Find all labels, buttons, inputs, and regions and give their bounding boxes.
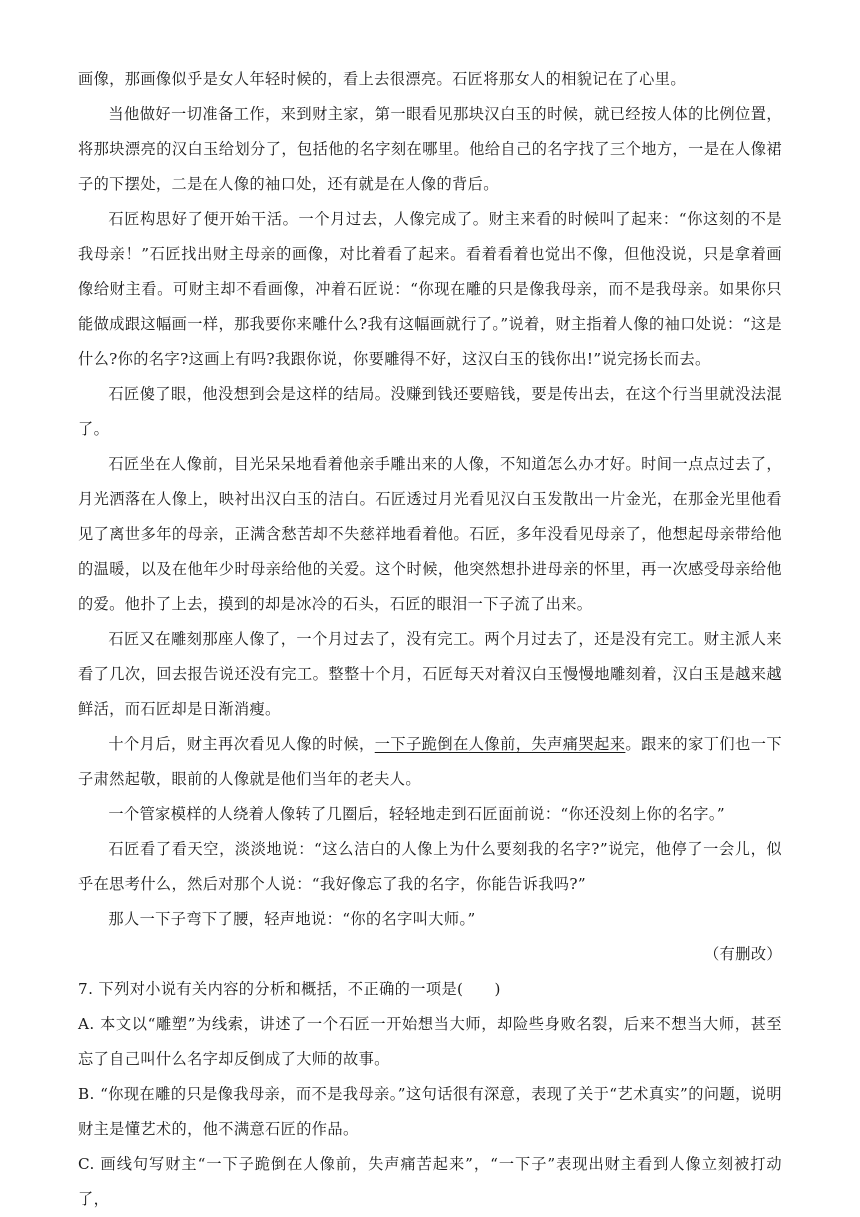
source-note: （有删改）: [704, 945, 782, 963]
option-a: A. 本文以“雕塑”为线索，讲述了一个石匠一开始想当大师，却险些身败名裂，后来不想当大师，甚至忘了自己叫什么名字却反倒成了大师的故事。: [78, 1015, 782, 1068]
option-b: B. “你现在雕的只是像我母亲，而不是我母亲。”这句话很有深意，表现了关于“艺术真实”的问题，说明财主是懂艺术的，他不满意石匠的作品。: [78, 1085, 782, 1138]
paragraph-2: 当他做好一切准备工作，来到财主家，第一眼看见那块汉白玉的时候，就已经按人体的比例位置，将那块漂亮的汉白玉给划分了，包括他的名字刻在哪里。他给自己的名字找了三个地方，一是在人像裙子的下摆处，二是在人像的袖口处，还有就是在人像的背后。: [78, 105, 782, 193]
paragraph-5: 石匠坐在人像前，目光呆呆地看着他亲手雕出来的人像，不知道怎么办才好。时间一点点过去了，月光洒落在人像上，映衬出汉白玉的洁白。石匠透过月光看见汉白玉发散出一片金光，在那金光里他看见了离世多年的母亲，正满含愁苦却不失慈祥地看着他。石匠，多年没看见母亲了，他想起母亲带给他的温暖，以及在他年少时母亲给他的关爱。这个时候，他突然想扑进母亲的怀里，再一次感受母亲给他的爱。他扑了上去，摸到的却是冰冷的石头，石匠的眼泪一下子流了出来。: [78, 455, 782, 613]
paragraph-3: 石匠构思好了便开始干活。一个月过去，人像完成了。财主来看的时候叫了起来：“你这刻的不是我母亲！”石匠找出财主母亲的画像，对比着看了起来。看着看着也觉出不像，但他没说，只是拿着画像给财主看。可财主却不看画像，冲着石匠说：“你现在雕的只是像我母亲，而不是我母亲。如果你只能做成跟这幅画一样，那我要你来雕什么?我有这幅画就行了。”说着，财主指着人像的袖口处说：“这是什么?你的名字?这画上有吗?我跟你说，你要雕得不好，这汉白玉的钱你出!”说完扬长而去。: [78, 210, 782, 368]
underlined-sentence: 一下子跪倒在人像前，失声痛哭起来: [374, 735, 626, 753]
para7-after: 。跟来的家丁们也一下子肃然起敬，眼前的人像就是他们当年的老夫人。: [78, 735, 782, 788]
paragraph-8: 一个管家模样的人绕着人像转了几圈后，轻轻地走到石匠面前说：“你还没刻上你的名字。”: [108, 805, 726, 823]
paragraph-10: 那人一下子弯下了腰，轻声地说：“你的名字叫大师。”: [108, 910, 476, 928]
paragraph-6: 石匠又在雕刻那座人像了，一个月过去了，没有完工。两个月过去了，还是没有完工。财主派人来看了几次，回去报告说还没有完工。整整十个月，石匠每天对着汉白玉慢慢地雕刻着，汉白玉是越来越鲜活，而石匠却是日渐消瘦。: [78, 630, 782, 718]
paragraph-7-underlined: [78, 727, 782, 797]
question-stem: 7. 下列对小说有关内容的分析和概括，不正确的一项是( ): [78, 980, 501, 998]
para7-before: 十个月后，财主再次看见人像的时候，: [108, 735, 375, 753]
paragraph-4: 石匠傻了眼，他没想到会是这样的结局。没赚到钱还要赔钱，要是传出去，在这个行当里就没法混了。: [78, 385, 782, 438]
paragraph-1: 画像，那画像似乎是女人年轻时候的，看上去很漂亮。石匠将那女人的相貌记在了心里。: [78, 70, 686, 88]
option-c: C. 画线句写财主“一下子跪倒在人像前，失声痛苦起来”，“一下子”表现出财主看到人像立刻被打动了，: [78, 1155, 782, 1208]
paragraph-9: 石匠看了看天空，淡淡地说：“这么洁白的人像上为什么要刻我的名字?”说完，他停了一会儿，似乎在思考什么，然后对那个人说：“我好像忘了我的名字，你能告诉我吗?”: [78, 840, 782, 893]
